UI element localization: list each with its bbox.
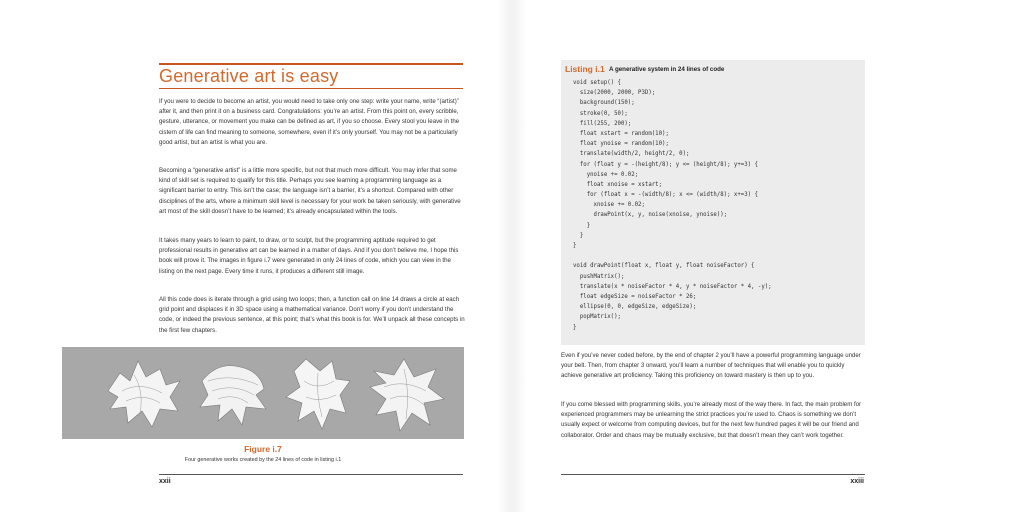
code-line: pushMatrix(); <box>573 273 625 280</box>
chapter-top-rule <box>159 63 463 65</box>
code-line <box>573 251 863 261</box>
code-line: xnoise += 0.02; <box>573 202 645 209</box>
paragraph-1: If you were to decide to become an artist, you would need to take only one step: write your name, write “(artist)” after it, and then print it on a business card. Congratulations: you’re an artist. From this point on, every scribble, gesture, utterance, or movement you make can be defined as art, if you so choose. Every stool you leave in the cistern of life can find meaning to someone, somewhere, even if it’s only yourself. You may not be a particularly good artist, but an artist is what you are. <box>159 98 460 146</box>
code-line: } <box>573 232 584 239</box>
book-gutter <box>497 0 527 512</box>
generative-sculpture-image-1 <box>100 351 184 435</box>
footer-rule <box>561 474 865 475</box>
code-line: size(2000, 2000, P3D); <box>573 90 656 97</box>
listing-title: A generative system in 24 lines of code <box>609 66 725 73</box>
code-line: ynoise += 0.02; <box>573 171 639 178</box>
code-line: for (float x = -(width/8); x <= (width/8); x+=3) { <box>573 192 758 199</box>
code-line: background(150); <box>573 100 635 107</box>
figure-label: Figure i.7 <box>244 444 282 454</box>
code-line: void setup() { <box>573 80 621 86</box>
paragraph-3: It takes many years to learn to paint, to draw, or to sculpt, but the programming aptitude required to get professional results in generative art can be learned in a matter of days. And if you don’t believe me, I hope this book will prove it. The images in figure i.7 were generated in only 24 lines of code, which you can view in the listing on the next page. Every time it runs, it produces a different still image. <box>159 237 459 275</box>
code-line: fill(255, 200); <box>573 120 632 127</box>
code-line: drawPoint(x, y, noise(xnoise, ynoise)); <box>573 212 728 219</box>
figure-image-strip <box>62 347 464 439</box>
code-line: popMatrix(); <box>573 314 621 321</box>
code-line: } <box>573 324 577 331</box>
generative-sculpture-image-4 <box>364 351 448 435</box>
paragraph-5: Even if you’ve never coded before, by the end of chapter 2 you’ll have a powerful programming language under your belt. Then, from chapter 3 onward, you’ll learn a number of techniques that will enable you to quickly achieve generative art proficiency. Taking this proficiency on toward mastery is then up to you. <box>561 352 861 380</box>
code-line: float ynoise = random(10); <box>573 141 669 148</box>
footer-rule <box>159 474 463 475</box>
section-heading: Generative art is easy <box>159 66 339 86</box>
code-line: for (float y = -(height/8); y <= (height/8); y+=3) { <box>573 161 758 168</box>
code-line: } <box>573 243 577 249</box>
figure-caption: Four generative works created by the 24 lines of code in listing i.1 <box>184 457 342 463</box>
page-number-right: xxiii <box>850 478 864 485</box>
heading-underline <box>159 88 463 89</box>
generative-sculpture-image-3 <box>276 351 360 435</box>
code-line: void drawPoint(float x, float y, float noiseFactor) { <box>573 263 755 270</box>
code-line: float edgeSize = noiseFactor * 26; <box>573 293 697 300</box>
listing-label: Listing i.1 <box>565 64 605 74</box>
code-line: } <box>573 222 591 229</box>
code-line: translate(width/2, height/2, 0); <box>573 151 690 158</box>
code-line: translate(x * noiseFactor * 4, y * noiseFactor * 4, -y); <box>573 283 772 290</box>
code-line: ellipse(0, 0, edgeSize, edgeSize); <box>573 304 697 311</box>
code-line: float xnoise = xstart; <box>573 181 663 188</box>
paragraph-4: All this code does is iterate through a grid using two loops; then, a function call on line 14 draws a circle at each grid point and displaces it in 3D space using a mathematical variance. Don’t worry if you don’t understand the code, or indeed the previous sentence, at this point; that’s what this book is for. We’ll unpack all these concepts in the first few chapters. <box>159 296 465 334</box>
paragraph-6: If you come blessed with programming skills, you’re already most of the way there. In fact, the main problem for experienced programmers may be unlearning the strict practices you’re used to. Chaos is something we don’t usually expect or welcome from computing devices, but for the next few hundred pages it will be our friend and collaborator. Order and chaos may be mutually exclusive, but that doesn’t mean they can’t work together. <box>561 401 862 439</box>
page-number-left: xxii <box>159 478 171 485</box>
paragraph-2: Becoming a “generative artist” is a little more specific, but not that much more difficult. You may infer that some kind of skill set is required to qualify for this title. Perhaps you see learning a programming language as a significant barrier to entry. This isn’t the case; the language isn’t a barrier, it’s a shortcut. Compared with other disciplines of the arts, where a minimum skill level is necessary for your work be taken seriously, with generative art most of the skill doesn’t have to be learned; it’s already encapsulated within the tools. <box>159 167 461 215</box>
generative-sculpture-image-2 <box>188 351 272 435</box>
code-listing <box>573 78 863 333</box>
code-line: float xstart = random(10); <box>573 130 669 137</box>
code-line: stroke(0, 50); <box>573 110 628 117</box>
